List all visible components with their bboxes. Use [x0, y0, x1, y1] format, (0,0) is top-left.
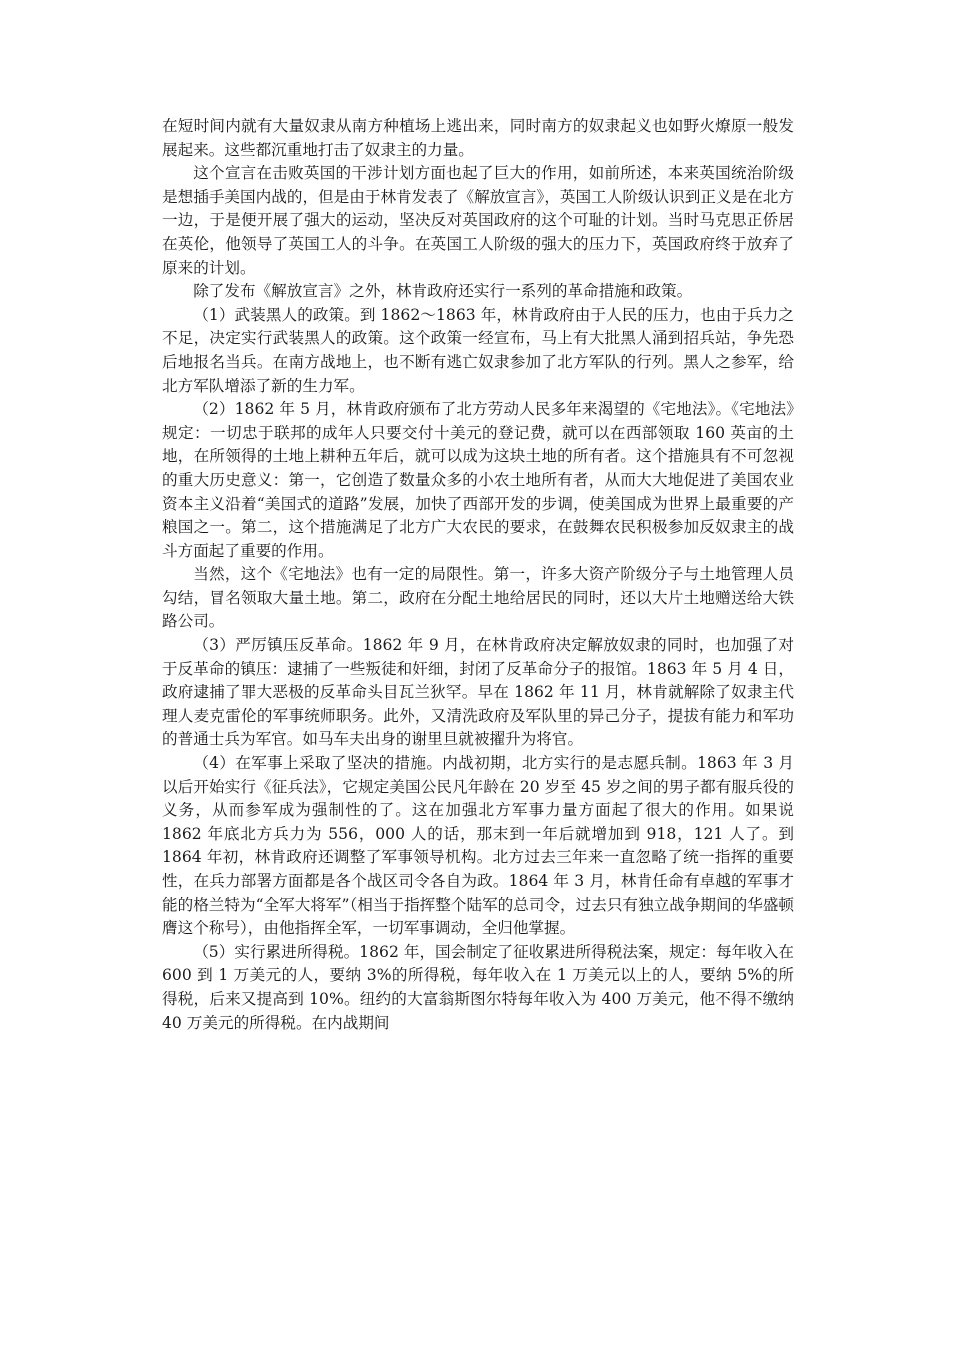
- paragraph-measures-intro: 除了发布《解放宣言》之外，林肯政府还实行一系列的革命措施和政策。: [193, 282, 693, 301]
- document-body: [162, 115, 794, 1035]
- paragraph-measure-4: （4）在军事上采取了坚决的措施。内战初期，北方实行的是志愿兵制。1863 年 3 月以后开始实行《征兵法》，它规定美国公民凡年龄在 20 岁至 45 岁之间的男子都有服兵役的义务，从而参军成为强制性的了。这在加强北方军事力量方面起了很大的作用。如果说 1862 年底北方兵力为 556，000 人的话，那末到一年后就增加到 918，121 人了。到 1864 年初，林肯政府还调整了军事领导机构。北方过去三年来一直忽略了统一指挥的重要性，在兵力部署方面都是各个战区司令各自为政。1864 年 3 月，林肯任命有卓越的军事才能的格兰特为“全军大将军”（相当于指挥整个陆军的总司令，过去只有独立战争期间的华盛顿膺这个称号），由他指挥全军，一切军事调动，全归他掌握。: [162, 754, 794, 938]
- paragraph-measure-5: （5）实行累进所得税。1862 年，国会制定了征收累进所得税法案，规定：每年收入在 600 到 1 万美元的人，要纳 3%的所得税，每年收入在 1 万美元以上的人，要纳 5%的所得税，后来又提高到 10%。纽约的大富翁斯图尔特每年收入为 400 万美元，他不得不缴纳 40 万美元的所得税。在内战期间: [162, 942, 794, 1032]
- paragraph-homestead-limits: 当然，这个《宅地法》也有一定的局限性。第一，许多大资产阶级分子与土地管理人员勾结，冒名领取大量土地。第二，政府在分配土地给居民的同时，还以大片土地赠送给大铁路公司。: [162, 565, 794, 631]
- paragraph-measure-3: （3）严厉镇压反革命。1862 年 9 月，在林肯政府决定解放奴隶的同时，也加强了对于反革命的镇压：逮捕了一些叛徒和奸细，封闭了反革命分子的报馆。1863 年 5 月 4 日，政府逮捕了罪大恶极的反革命头目瓦兰狄罕。早在 1862 年 11 月，林肯就解除了奴隶主代理人麦克雷伦的军事统师职务。此外，又清洗政府及军队里的异己分子，提拔有能力和军功的普通士兵为军官。如马车夫出身的谢里旦就被擢升为将官。: [162, 636, 794, 749]
- paragraph-measure-1: （1）武装黑人的政策。到 1862～1863 年，林肯政府由于人民的压力，也由于兵力之不足，决定实行武装黑人的政策。这个政策一经宣布，马上有大批黑人涌到招兵站，争先恐后地报名当兵。在南方战地上，也不断有逃亡奴隶参加了北方军队的行列。黑人之参军，给北方军队增添了新的生力军。: [162, 305, 794, 395]
- paragraph-declaration-britain: 这个宣言在击败英国的干涉计划方面也起了巨大的作用，如前所述，本来英国统治阶级是想插手美国内战的，但是由于林肯发表了《解放宣言》，英国工人阶级认识到正义是在北方一边，于是便开展了强大的运动，坚决反对英国政府的这个可耻的计划。当时马克思正侨居在英伦，他领导了英国工人的斗争。在英国工人阶级的强大的压力下，英国政府终于放弃了原来的计划。: [162, 164, 794, 277]
- paragraph-continued: 在短时间内就有大量奴隶从南方种植场上逃出来，同时南方的奴隶起义也如野火燎原一般发展起来。这些都沉重地打击了奴隶主的力量。: [162, 117, 794, 159]
- paragraph-measure-2: （2）1862 年 5 月，林肯政府颁布了北方劳动人民多年来渴望的《宅地法》。《宅地法》规定：一切忠于联邦的成年人只要交付十美元的登记费，就可以在西部领取 160 英亩的土地，在所领得的土地上耕种五年后，就可以成为这块土地的所有者。这个措施具有不可忽视的重大历史意义：第一，它创造了数量众多的小农土地所有者，从而大大地促进了美国农业资本主义沿着“美国式的道路”发展，加快了西部开发的步调，使美国成为世界上最重要的产粮国之一。第二，这个措施满足了北方广大农民的要求，在鼓舞农民积极参加反奴隶主的战斗方面起了重要的作用。: [162, 400, 794, 560]
